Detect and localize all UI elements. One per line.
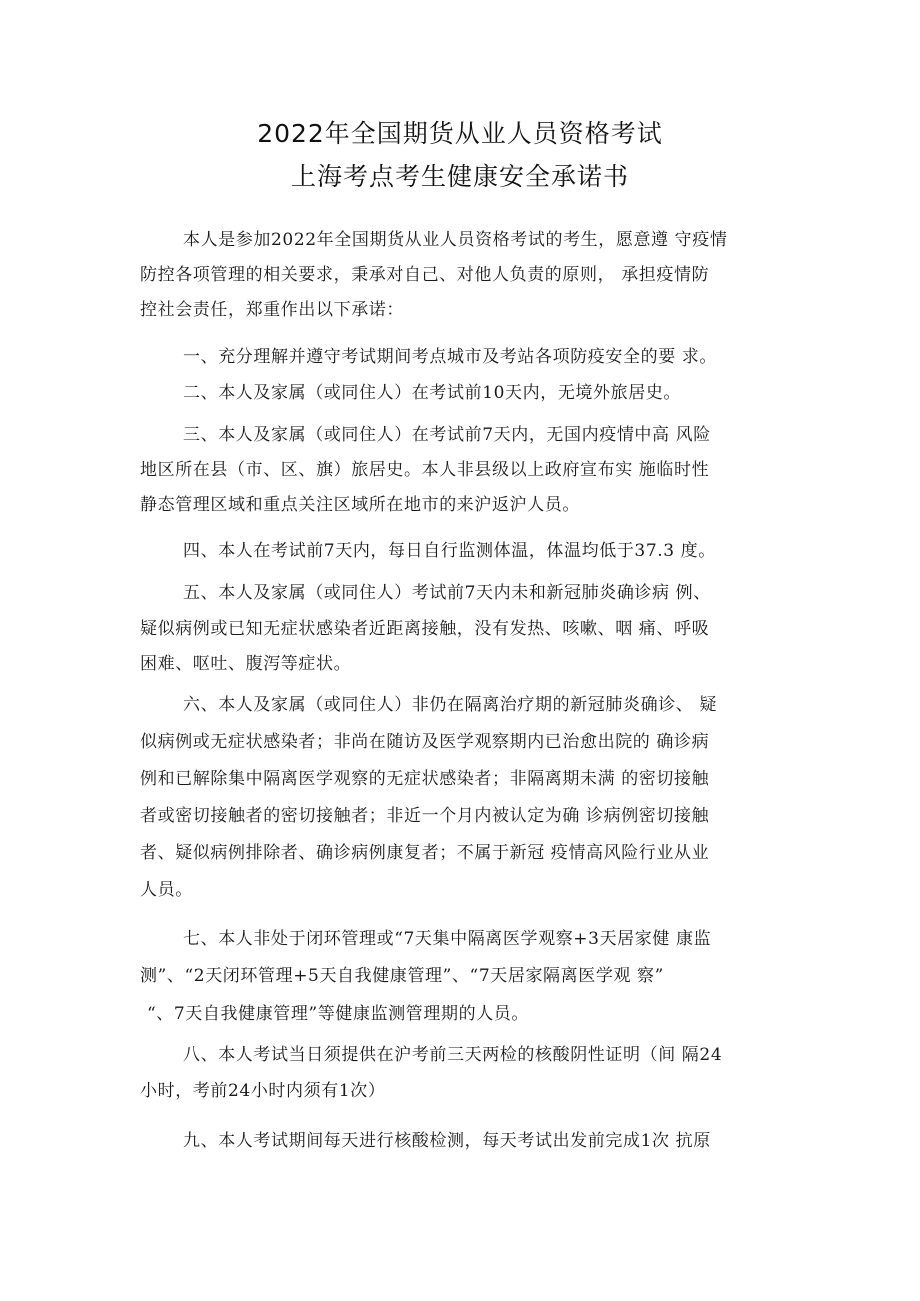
body-line: 困难、呕吐、腹泻等症状。 [140, 654, 352, 674]
body-line: 控社会责任，郑重作出以下承诺： [140, 300, 404, 320]
body-line: 本人是参加2022年全国期货从业人员资格考试的考生，愿意遵 守疫情 [183, 230, 728, 250]
body-line: 九、本人考试期间每天进行核酸检测，每天考试出发前完成1次 抗原 [183, 1131, 711, 1151]
body-line: 一、充分理解并遵守考试期间考点城市及考站各项防疫安全的要 求。 [183, 347, 718, 367]
body-line: 三、本人及家属（或同住人）在考试前7天内，无国内疫情中高 风险 [183, 425, 711, 445]
body-line: “、7天自我健康管理”等健康监测管理期的人员。 [147, 1004, 529, 1024]
body-line: 防控各项管理的相关要求，秉承对自己、对他人负责的原则， 承担疫情防 [140, 265, 710, 285]
body-line: 小时，考前24小时内须有1次） [140, 1081, 386, 1101]
body-line: 五、本人及家属（或同住人）考试前7天内未和新冠肺炎确诊病 例、 [183, 583, 711, 603]
body-line: 静态管理区域和重点关注区域所在地市的来沪返沪人员。 [140, 495, 580, 515]
body-line: 人员。 [140, 880, 193, 900]
body-line: 六、本人及家属（或同住人）非仍在隔离治疗期的新冠肺炎确诊、 疑 [183, 695, 718, 715]
document-title-line-1: 2022年全国期货从业人员资格考试 [257, 119, 663, 148]
body-line: 者或密切接触者的密切接触者；非近一个月内被认定为确 诊病例密切接触 [140, 806, 710, 826]
body-line: 四、本人在考试前7天内，每日自行监测体温，体温均低于37.3 度。 [183, 541, 716, 561]
body-line: 地区所在县（市、区、旗）旅居史。本人非县级以上政府宣布实 施临时性 [140, 460, 710, 480]
body-line: 七、本人非处于闭环管理或“7天集中隔离医学观察+3天居家健 康监 [183, 929, 712, 949]
document-title-line-2: 上海考点考生健康安全承诺书 [290, 162, 629, 191]
body-line: 二、本人及家属（或同住人）在考试前10天内，无境外旅居史。 [183, 383, 682, 403]
body-line: 例和已解除集中隔离医学观察的无症状感染者；非隔离期未满 的密切接触 [140, 769, 710, 789]
body-line: 似病例或无症状感染者；非尚在随访及医学观察期内已治愈出院的 确诊病 [140, 732, 710, 752]
body-line: 测”、“2天闭环管理+5天自我健康管理”、“7天居家隔离医学观 察” [140, 966, 664, 986]
body-line: 疑似病例或已知无症状感染者近距离接触，没有发热、咳嗽、咽 痛、呼吸 [140, 619, 710, 639]
body-line: 者、疑似病例排除者、确诊病例康复者；不属于新冠 疫情高风险行业从业 [140, 843, 710, 863]
body-line: 八、本人考试当日须提供在沪考前三天两检的核酸阴性证明（间 隔24 [183, 1045, 723, 1065]
